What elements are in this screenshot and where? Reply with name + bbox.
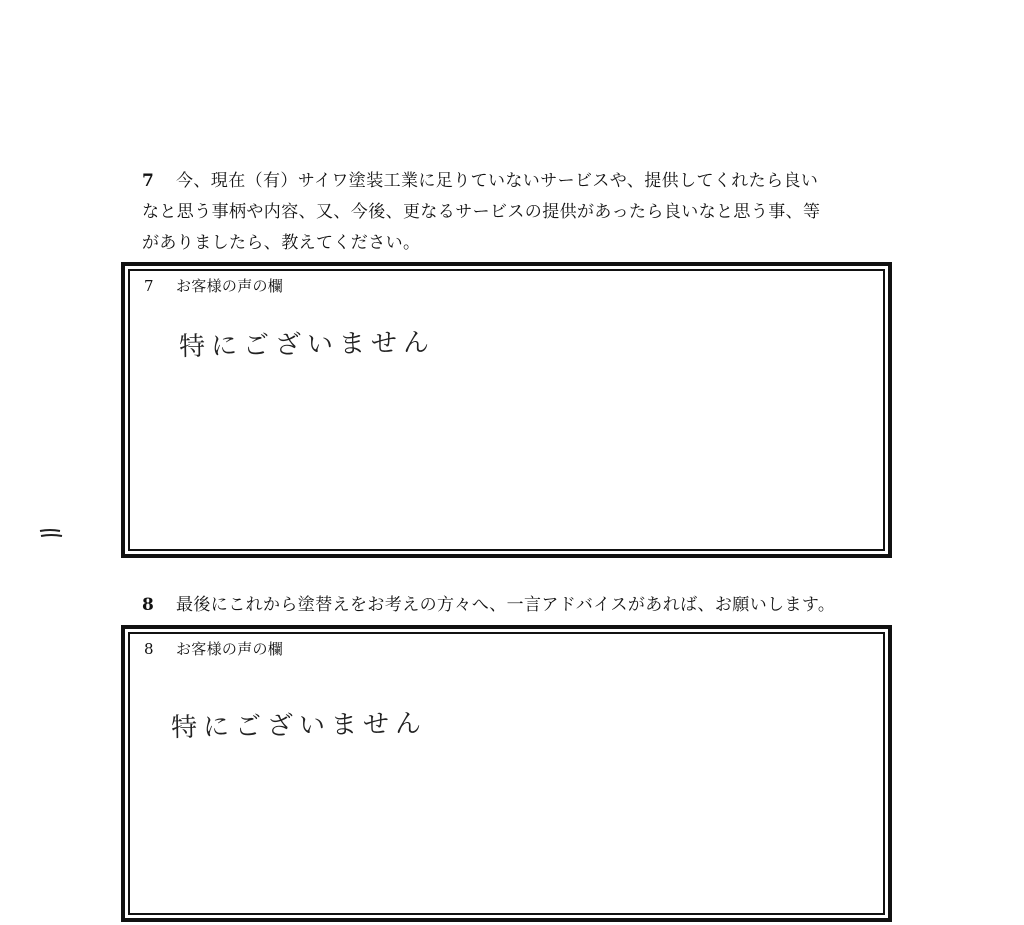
answer-8-handwritten: 特にございません (170, 708, 428, 744)
answer-box-8 (121, 625, 892, 922)
question-7 (142, 166, 902, 259)
question-8 (142, 590, 902, 621)
answer-box-7 (121, 262, 892, 558)
question-7-line-2: なと思う事柄や内容、又、今後、更なるサービスの提供があったら良いなと思う事、等 (142, 202, 821, 222)
margin-pen-mark (38, 528, 64, 538)
question-7-number: 7 (142, 171, 155, 191)
question-8-text: 最後にこれから塗替えをお考えの方々へ、一言アドバイスがあれば、お願いします。 (176, 595, 836, 615)
answer-7-handwritten: 特にございません (178, 327, 436, 363)
question-8-number: 8 (142, 595, 155, 615)
answer-box-7-label (144, 275, 283, 296)
answer-box-8-title: お客様の声の欄 (176, 640, 284, 658)
question-7-line-3: がありましたら、教えてください。 (142, 233, 421, 253)
answer-box-8-number: 8 (144, 640, 154, 658)
answer-box-8-label (144, 638, 283, 659)
answer-box-7-title: お客様の声の欄 (176, 277, 284, 295)
question-8-line (142, 590, 902, 621)
answer-box-7-number: 7 (144, 277, 154, 295)
answer-box-8-inner-border (128, 632, 885, 915)
answer-box-7-inner-border (128, 269, 885, 551)
question-7-line-1 (142, 166, 902, 197)
question-7-text-1: 今、現在（有）サイワ塗装工業に足りていないサービスや、提供してくれたら良い (176, 171, 819, 191)
